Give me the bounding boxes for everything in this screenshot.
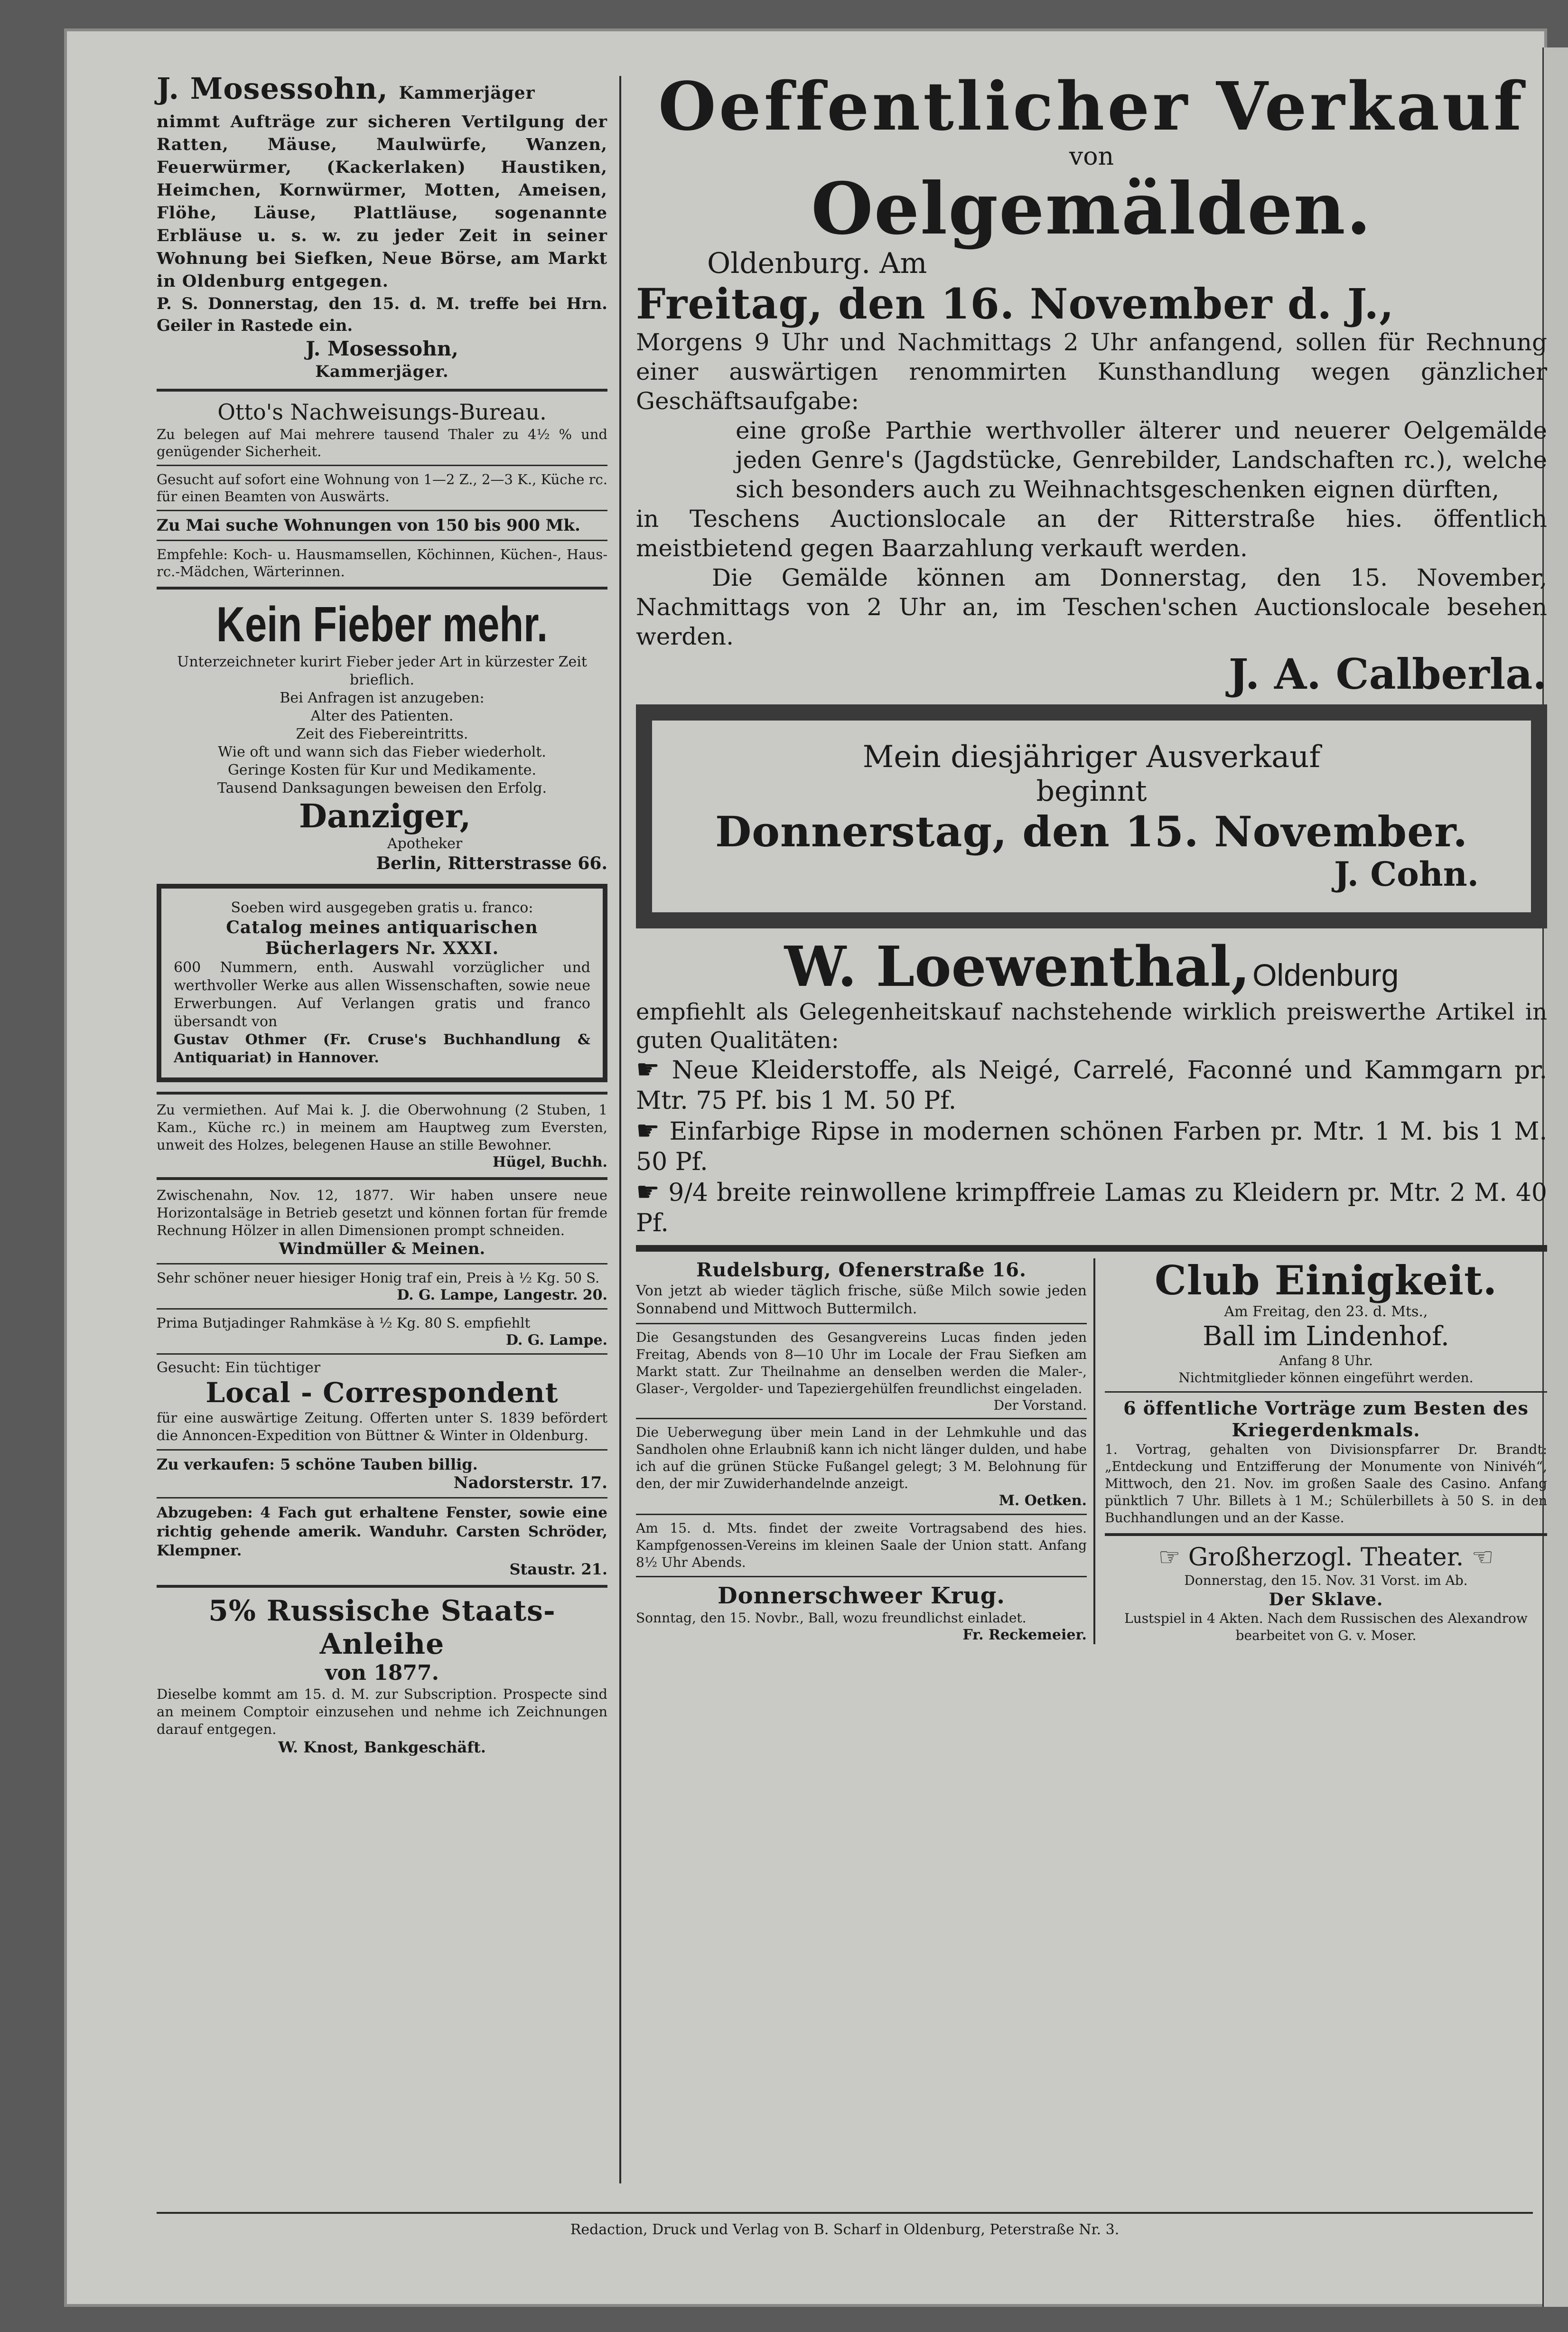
rule: [636, 1576, 1087, 1577]
ad-fieber: [157, 596, 607, 874]
ad-otto: [157, 398, 607, 580]
loewenthal-city: Oldenburg: [1252, 957, 1399, 993]
mosessohn-head-small: Kammerjäger: [399, 83, 535, 103]
abzugeben-addr: Staustr. 21.: [509, 1560, 607, 1578]
rule: [157, 389, 607, 392]
kampf-text: Am 15. d. Mts. findet der zweite Vortragsabend des hies. Kampfgenossen-Vereins im kleinen Saale der Union statt. Anfang 8½ Uhr Abends.: [636, 1520, 1087, 1570]
column-divider: [619, 76, 621, 2183]
verkauf-body1: Morgens 9 Uhr und Nachmittags 2 Uhr anfangend, sollen für Rechnung einer auswärtigen renommirten Kunsthandlung wegen gänzlicher Geschäftsaufgabe:: [636, 328, 1547, 415]
rule: [157, 1092, 607, 1095]
vermiethen-sig: Hügel, Buchh.: [492, 1154, 607, 1171]
otto-p3: Zu Mai suche Wohnungen von 150 bis 900 Mk.: [157, 516, 580, 535]
ausverkauf-line2: beginnt: [1036, 775, 1147, 808]
rule: [1105, 1533, 1547, 1536]
pointing-hand-icon: ☞: [1158, 1543, 1181, 1572]
verkauf-city: Oldenburg. Am: [707, 247, 927, 280]
rule: [157, 1353, 607, 1355]
fieber-l7: Tausend Danksagungen beweisen den Erfolg.: [217, 780, 547, 796]
fieber-l5: Wie oft und wann sich das Fieber wiederholt.: [218, 744, 546, 760]
theater-line3: Lustspiel in 4 Akten. Nach dem Russischen des Alexandrow bearbeitet von G. v. Moser.: [1124, 1611, 1528, 1643]
loewenthal-intro: empfiehlt als Gelegenheitskauf nachstehende wirklich preiswerthe Artikel in guten Qualitäten:: [636, 999, 1547, 1054]
rule: [636, 1245, 1547, 1252]
pointing-hand-icon: ☜: [1471, 1543, 1494, 1572]
verkauf-oelgemaelde: Oelgemälden.: [811, 167, 1372, 251]
ad-catalog: [157, 884, 607, 1082]
fieber-l3: Alter des Patienten.: [310, 708, 454, 724]
bottom-ads: [636, 1258, 1547, 1644]
rule: [157, 1449, 607, 1451]
ad-ausverkauf: [636, 704, 1547, 928]
fieber-sig2: Apotheker: [387, 835, 463, 852]
bottom-right-ads: [1105, 1258, 1547, 1644]
club-line3: Anfang 8 Uhr.: [1279, 1353, 1373, 1368]
anleihe-sig: W. Knost, Bankgeschäft.: [278, 1738, 486, 1756]
kaese-text: Prima Butjadinger Rahmkäse à ½ Kg. 80 S. empfiehlt: [157, 1315, 531, 1331]
fieber-l2: Bei Anfragen ist anzugeben:: [280, 690, 485, 706]
vortraege-text: 1. Vortrag, gehalten von Divisionspfarrer Dr. Brandt: „Entdeckung und Entzifferung der Monumente von Ninivéh“, Mittwoch, den 21. Nov. im großen Saale des Casino. Anfang pünktlich 7 Uhr. Billets à 1 M.; Schülerbillets à 50 S. in den Buchhandlungen und an der Kasse.: [1105, 1442, 1547, 1526]
rudelsburg-text: Von jetzt ab wieder täglich frische, süße Milch sowie jeden Sonnabend und Mittwoch Buttermilch.: [636, 1283, 1087, 1317]
verkauf-sig: J. A. Calberla.: [1228, 649, 1547, 699]
rule: [636, 1418, 1087, 1419]
local-head: Local - Correspondent: [205, 1377, 559, 1409]
mosessohn-body: nimmt Aufträge zur sicheren Vertilgung der Ratten, Mäuse, Maulwürfe, Wanzen, Feuerwürmer, (Kackerlaken) Haustiken, Heimchen, Kornwürmer, Motten, Ameisen, Flöhe, Läuse, Plattläuse, sogenannte Erbläuse u. s. w. zu jeder Zeit in seiner Wohnung bei Siefken, Neue Börse, am Markt in Oldenburg entgegen.: [157, 112, 607, 291]
zwischenahn-sig: Windmüller & Meinen.: [279, 1239, 485, 1258]
catalog-l1: Soeben wird ausgegeben gratis u. franco:: [231, 899, 533, 916]
mosessohn-ps: P. S. Donnerstag, den 15. d. M. treffe bei Hrn. Geiler in Rastede ein.: [157, 294, 607, 335]
anleihe-body: Dieselbe kommt am 15. d. M. zur Subscription. Prospecte sind an meinem Comptoir einzusehen und nehme ich Zeichnungen darauf entgegen.: [157, 1686, 607, 1737]
honig-sig: D. G. Lampe, Langestr. 20.: [397, 1287, 607, 1303]
vortraege-head: 6 öffentliche Vorträge zum Besten des Kriegerdenkmals.: [1123, 1397, 1529, 1441]
rule: [1105, 1391, 1547, 1393]
catalog-l3: 600 Nummern, enth. Auswahl vorzüglicher und werthvoller Werke aus allen Wissenschaften, sowie neue Erwerbungen. Auf Verlangen gratis und franco übersandt von: [174, 959, 590, 1030]
verkauf-date: Freitag, den 16. November d. J.,: [636, 279, 1394, 328]
verkauf-body2: eine große Parthie werthvoller älterer und neuerer Oelgemälde jeden Genre's (Jagdstücke, Genrebilder, Landschaften rc.), welche sich besonders auch zu Weihnachtsgeschenken eignen dürften,: [736, 417, 1547, 503]
zwischenahn-text: Zwischenahn, Nov. 12, 1877. Wir haben unsere neue Horizontalsäge in Betrieb gesetzt und können fortan für fremde Rechnung Hölzer in allen Dimensionen prompt schneiden.: [157, 1187, 607, 1238]
rule: [157, 587, 607, 590]
ad-loewenthal: [636, 936, 1547, 1238]
club-line2: Ball im Lindenhof.: [1203, 1321, 1449, 1352]
rule: [157, 1308, 607, 1310]
fieber-l6: Geringe Kosten für Kur und Medikamente.: [227, 762, 537, 778]
tauben-addr: Nadorsterstr. 17.: [453, 1473, 607, 1492]
honig-text: Sehr schöner neuer hiesiger Honig traf ein, Preis à ½ Kg. 50 S.: [157, 1270, 600, 1286]
verkauf-von: von: [1069, 142, 1114, 171]
verkauf-body3: in Teschens Auctionslocale an der Ritterstraße hies. öffentlich meistbietend gegen Baarzahlung verkauft werden.: [636, 505, 1547, 562]
anleihe-head: 5% Russische Staats-Anleihe: [208, 1594, 556, 1661]
ausverkauf-sig: J. Cohn.: [1334, 854, 1479, 894]
fieber-head: Kein Fieber mehr.: [216, 597, 548, 652]
rule: [636, 1514, 1087, 1515]
loewenthal-name: W. Loewenthal,: [784, 935, 1250, 999]
left-column: [157, 71, 607, 1756]
krug-head: Donnerschweer Krug.: [718, 1583, 1005, 1609]
loewenthal-item2: Einfarbige Ripse in modernen schönen Farben pr. Mtr. 1 M. bis 1 M. 50 Pf.: [636, 1117, 1548, 1176]
rule: [157, 1497, 607, 1498]
theater-line2: Der Sklave.: [1269, 1590, 1383, 1610]
otto-p4: Empfehle: Koch- u. Hausmamsellen, Köchinnen, Küchen-, Haus- rc.-Mädchen, Wärterinnen.: [157, 546, 607, 580]
anleihe-year: von 1877.: [325, 1661, 439, 1685]
rudelsburg-head: Rudelsburg, Ofenerstraße 16.: [696, 1259, 1027, 1281]
lehm-text: Die Ueberwegung über mein Land in der Lehmkuhle und das Sandholen ohne Erlaubniß kann ich nicht länger dulden, und habe ich auf die grünen Stücke Fußangel gelegt; 3 M. Belohnung für den, der mir Zuwiderhandelnde anzeigt.: [636, 1424, 1087, 1491]
tauben-text: Zu verkaufen: 5 schöne Tauben billig.: [157, 1455, 478, 1473]
local-body: für eine auswärtige Zeitung. Offerten unter S. 1839 befördert die Annoncen-Expedition von Büttner & Winter in Oldenburg.: [157, 1410, 607, 1443]
fieber-l4: Zeit des Fiebereintritts.: [296, 726, 468, 742]
verkauf-body4: Die Gemälde können am Donnerstag, den 15. November, Nachmittags von 2 Uhr an, im Teschen'schen Auctionslocale besehen werden.: [636, 564, 1547, 650]
catalog-l4: Gustav Othmer (Fr. Cruse's Buchhandlung & Antiquariat) in Hannover.: [174, 1031, 590, 1066]
vermiethen-text: Zu vermiethen. Auf Mai k. J. die Oberwohnung (2 Stuben, 1 Kam., Küche rc.) in meinem am Hauptweg zum Eversten, unweit des Holzes, belegenen Hause an stille Bewohner.: [157, 1102, 607, 1153]
lehm-sig: M. Oetken.: [999, 1492, 1087, 1509]
pointing-hand-icon: ☛: [636, 1177, 660, 1208]
otto-p1: Zu belegen auf Mai mehrere tausend Thaler zu 4½ % und genügender Sicherheit.: [157, 426, 607, 459]
mosessohn-head: J. Mosessohn,: [157, 71, 388, 106]
rule: [157, 540, 607, 541]
theater-line1: Donnerstag, den 15. Nov. 31 Vorst. im Ab.: [1184, 1573, 1468, 1588]
bottom-left-ads: [636, 1258, 1095, 1644]
pointing-hand-icon: ☛: [636, 1115, 660, 1146]
club-line1: Am Freitag, den 23. d. Mts.,: [1224, 1303, 1428, 1320]
fieber-sig3: Berlin, Ritterstrasse 66.: [376, 853, 607, 873]
pointing-hand-icon: ☛: [636, 1054, 660, 1085]
gesang-text: Die Gesangstunden des Gesangvereins Lucas finden jeden Freitag, Abends von 8—10 Uhr im Locale der Frau Siefken am Markt statt. Zur Theilnahme an denselben werden die Maler-, Glaser-, Vergolder- und Tapeziergehülfen freundlichst eingeladen.: [636, 1330, 1087, 1396]
ausverkauf-date: Donnerstag, den 15. November.: [715, 807, 1468, 856]
gesucht-text: Gesucht: Ein tüchtiger: [157, 1359, 321, 1376]
otto-head: Otto's Nachweisungs-Bureau.: [217, 399, 547, 425]
loewenthal-item1: Neue Kleiderstoffe, als Neigé, Carrelé, Faconné und Kammgarn pr. Mtr. 75 Pf. bis 1 M. 50 Pf.: [636, 1056, 1547, 1115]
rule: [157, 1177, 607, 1180]
abzugeben-text: Abzugeben: 4 Fach gut erhaltene Fenster, sowie eine richtig gehende amerik. Wanduhr. Carsten Schröder, Klempner.: [157, 1504, 607, 1559]
otto-p2: Gesucht auf sofort eine Wohnung von 1—2 Z., 2—3 K., Küche rc. für einen Beamten von Auswärts.: [157, 471, 607, 505]
kaese-sig: D. G. Lampe.: [505, 1332, 607, 1349]
club-head: Club Einigkeit.: [1154, 1257, 1498, 1304]
club-line4: Nichtmitglieder können eingeführt werden.: [1178, 1370, 1474, 1386]
ausverkauf-line1: Mein diesjähriger Ausverkauf: [862, 740, 1321, 775]
rule: [157, 1263, 607, 1264]
mosessohn-sig: J. Mosessohn,: [306, 337, 458, 360]
rule: [157, 465, 607, 466]
gesang-sig: Der Vorstand.: [993, 1397, 1087, 1413]
krug-text: Sonntag, den 15. Novbr., Ball, wozu freundlichst einladet.: [636, 1610, 1027, 1626]
imprint-footer: Redaction, Druck und Verlag von B. Scharf in Oldenburg, Peterstraße Nr. 3.: [157, 2212, 1533, 2238]
verkauf-title: Oeffentlicher Verkauf: [658, 68, 1525, 146]
right-column: [636, 68, 1548, 1644]
loewenthal-item3: 9/4 breite reinwollene krimpffreie Lamas zu Kleidern pr. Mtr. 2 M. 40 Pf.: [636, 1179, 1547, 1237]
fieber-l1: Unterzeichneter kurirt Fieber jeder Art in kürzester Zeit brieflich.: [177, 654, 587, 688]
krug-sig: Fr. Reckemeier.: [962, 1627, 1087, 1643]
rule: [636, 1323, 1087, 1324]
theater-head: Großherzogl. Theater.: [1188, 1543, 1464, 1572]
rule: [157, 1585, 607, 1588]
ad-oelgemaelde: [636, 68, 1547, 699]
mosessohn-sig2: Kammerjäger.: [315, 362, 449, 381]
fieber-sig: Danziger,: [299, 797, 471, 835]
rule: [157, 510, 607, 511]
catalog-l2: Catalog meines antiquarischen Bücherlagers Nr. XXXI.: [226, 918, 538, 958]
ad-mosessohn: [157, 71, 607, 382]
